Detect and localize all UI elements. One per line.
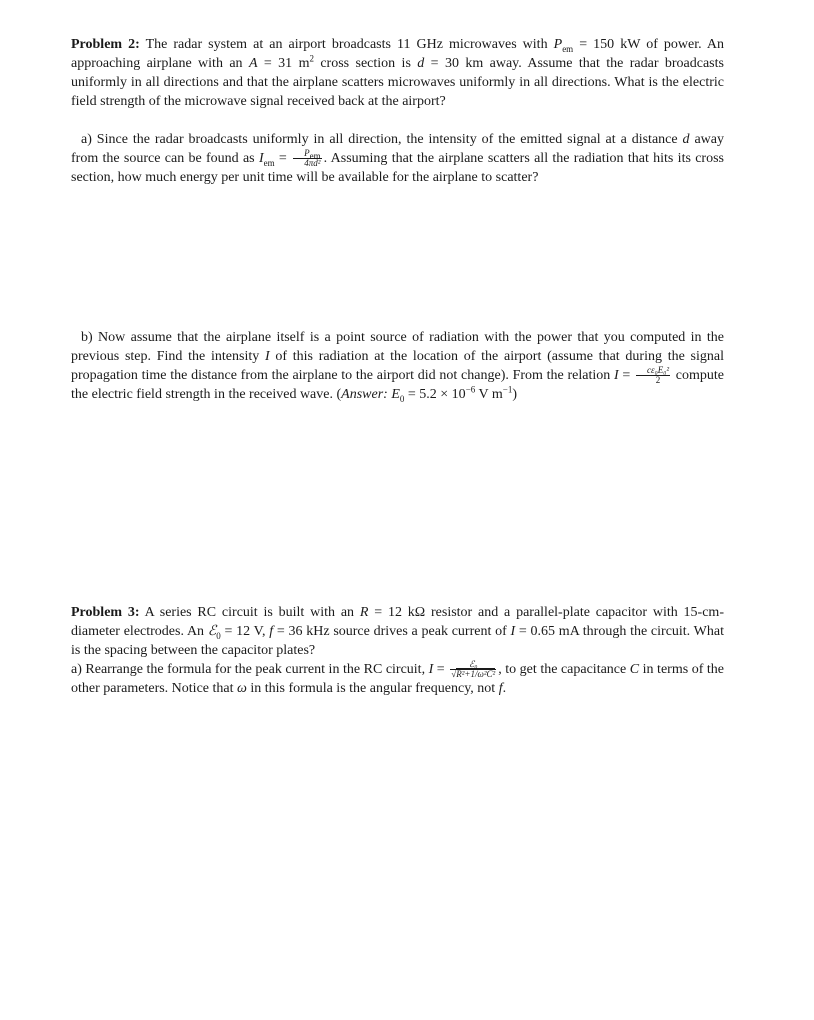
equals-sign: = [274, 151, 292, 166]
problem-2-part-b [71, 328, 724, 404]
problem-3-text: = 12 V, [220, 624, 270, 639]
problem-2-text: cross section is [313, 56, 418, 71]
symbol-field: E [387, 387, 400, 403]
symbol-omega: ω [236, 681, 247, 697]
part-b-text: compute the electric field strength in the received wave. ( [71, 368, 724, 403]
problem-2-text: = 30 km away. Assume that the radar broadcasts uniformly in all directions and that the airplane scatters microwaves uniformly in all directions. What is the electric field strength of the microwave signal received back at the airport? [71, 56, 724, 109]
fraction-denominator: 4πd² [304, 158, 321, 169]
radicand: R²+1/ω²C² [456, 669, 496, 680]
symbol-intensity: I [258, 151, 264, 166]
fraction-denominator: 2 [655, 375, 661, 386]
problem-3-statement [71, 603, 724, 660]
current-fraction [450, 660, 496, 679]
problem-2-text: The radar system at an airport broadcasts 11 GHz microwaves with [139, 37, 554, 52]
symbol-distance: d [682, 132, 690, 147]
problem-2-text: = 150 kW of power. An approaching airplane with an [71, 37, 725, 71]
answer-exponent: −6 [465, 384, 476, 395]
problem-3-text: A series RC circuit is built with an [139, 605, 360, 620]
fraction-numerator: cε₀E₀² [636, 366, 670, 376]
symbol-frequency: f [498, 681, 503, 697]
subscript-em: em [263, 157, 275, 168]
problem-3-part-a [71, 660, 724, 698]
symbol-capacitance: C [629, 662, 640, 677]
problem-3-text: = 12 kΩ resistor and a parallel-plate capacitor with 15-cm-diameter electrodes. An [71, 605, 724, 639]
superscript-2: 2 [309, 53, 314, 64]
symbol-current: I [510, 624, 516, 639]
intensity-fraction [293, 149, 322, 168]
part-3a-text: , to get the capacitance [498, 662, 630, 677]
problem-3-label: Problem 3: [71, 605, 140, 620]
fraction-denominator [450, 670, 496, 679]
problem-2-part-a [71, 130, 724, 187]
answer-units: V m [475, 387, 503, 403]
problem-2-text: = 31 m [257, 56, 310, 71]
equals-sign: = [433, 662, 449, 677]
symbol-emf: ℰ [207, 624, 217, 639]
part-3a-text: . [502, 681, 507, 697]
part-a-text: away from the source can be found as [71, 132, 725, 166]
fraction-numerator: ℰ₀ [450, 660, 496, 670]
symbol-distance: d [417, 56, 425, 71]
symbol-resistance: R [359, 605, 369, 620]
symbol-current: I [428, 662, 434, 677]
units-exponent: −1 [502, 384, 513, 395]
fraction-numerator: $P_{em}$ [293, 149, 322, 159]
sqrt-icon: √ [451, 669, 457, 680]
part-3a-text: in this formula is the angular frequency, not [246, 681, 499, 697]
answer-value: = 5.2 × 10 [404, 387, 466, 403]
symbol-intensity: I [264, 349, 270, 364]
symbol-frequency: f [269, 624, 274, 639]
subscript-0: 0 [399, 394, 405, 405]
problem-2-label: Problem 2: [71, 37, 140, 52]
subscript-em: em [562, 43, 574, 54]
equals-sign: = [618, 368, 635, 383]
symbol-area: A [248, 56, 258, 71]
problem-3-text: = 36 kHz source drives a peak current of [273, 624, 511, 639]
intensity-relation-fraction [636, 366, 670, 385]
part-3a-text: in terms of the other parameters. Notice that [71, 662, 724, 697]
subscript-0: 0 [216, 630, 221, 641]
closing-paren: ) [512, 387, 518, 403]
part-a-text: . Assuming that the airplane scatters all the radiation that hits its cross section, how much energy per unit time will be available for the airplane to scatter? [71, 151, 724, 186]
symbol-power: P [553, 37, 563, 52]
symbol-intensity: I [614, 368, 619, 383]
problem-3-text: = 0.65 mA through the circuit. What is the spacing between the capacitor plates? [71, 624, 724, 658]
problem-2-statement [71, 35, 724, 111]
part-b-text: b) Now assume that the airplane itself is a point source of radiation with the power that you computed in the previous step. Find the intensity [71, 330, 724, 364]
part-a-text: a) Since the radar broadcasts uniformly in all direction, the intensity of the emitted signal at a distance [81, 132, 683, 147]
part-3a-text: a) Rearrange the formula for the peak current in the RC circuit, [71, 662, 429, 677]
answer-label: Answer: [341, 387, 388, 403]
part-b-text: of this radiation at the location of the airport (assume that during the signal propagation time the distance from the airplane to the airport did not change). From the relation [71, 349, 724, 383]
